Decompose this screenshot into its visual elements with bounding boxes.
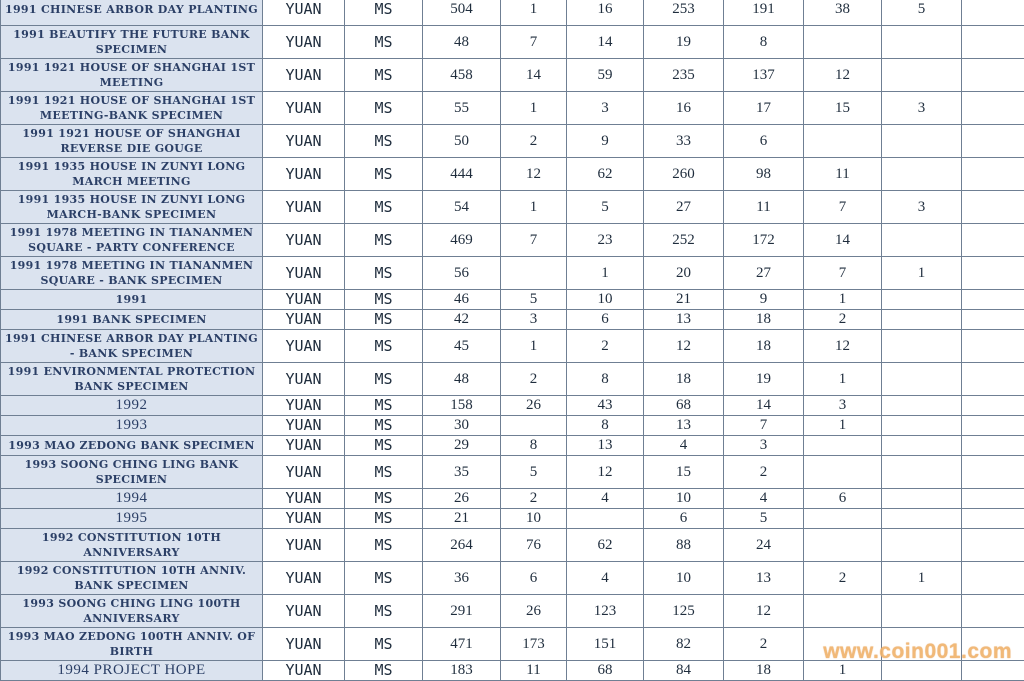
watermark-logo: www.coin001.com [823, 640, 1012, 664]
count-cell: 11 [501, 661, 567, 681]
count-cell: 21 [644, 290, 724, 310]
count-cell: 36 [423, 562, 501, 595]
count-cell: 26 [501, 595, 567, 628]
count-cell: 235 [644, 59, 724, 92]
count-cell: 18 [724, 330, 804, 363]
count-cell: 264 [423, 529, 501, 562]
count-cell [882, 310, 962, 330]
count-cell: 5 [567, 191, 644, 224]
count-cell [804, 628, 882, 661]
count-cell: 10 [644, 562, 724, 595]
empty-cell [962, 436, 1024, 456]
currency-cell: YUAN [263, 125, 345, 158]
count-cell: 172 [724, 224, 804, 257]
count-cell [882, 363, 962, 396]
table-row [1, 456, 1024, 489]
count-cell: 8 [567, 363, 644, 396]
table-row [1, 628, 1024, 661]
coin-description-cell: 1991 1921 HOUSE OF SHANGHAI 1ST MEETING-BANK SPECIMEN [1, 92, 263, 125]
currency-cell: YUAN [263, 191, 345, 224]
empty-cell [962, 509, 1024, 529]
coin-description-cell: 1991 CHINESE ARBOR DAY PLANTING [1, 0, 263, 26]
empty-cell [962, 0, 1024, 26]
count-cell: 98 [724, 158, 804, 191]
table-row [1, 224, 1024, 257]
count-cell: 59 [567, 59, 644, 92]
count-cell: 1 [501, 330, 567, 363]
count-cell: 1 [567, 257, 644, 290]
currency-cell: YUAN [263, 59, 345, 92]
count-cell: 42 [423, 310, 501, 330]
count-cell [882, 529, 962, 562]
table-row [1, 489, 1024, 509]
count-cell: 2 [724, 628, 804, 661]
count-cell [501, 416, 567, 436]
count-cell: 10 [567, 290, 644, 310]
count-cell [882, 628, 962, 661]
grade-cell: MS [345, 92, 423, 125]
count-cell [804, 26, 882, 59]
count-cell: 12 [804, 59, 882, 92]
count-cell: 123 [567, 595, 644, 628]
coin-description-cell: 1992 CONSTITUTION 10TH ANNIV. BANK SPECIMEN [1, 562, 263, 595]
grade-cell: MS [345, 330, 423, 363]
coin-description-cell: 1991 [1, 290, 263, 310]
table-row [1, 595, 1024, 628]
currency-cell: YUAN [263, 257, 345, 290]
count-cell: 1 [804, 290, 882, 310]
currency-cell: YUAN [263, 26, 345, 59]
empty-cell [962, 224, 1024, 257]
count-cell: 62 [567, 158, 644, 191]
count-cell: 19 [644, 26, 724, 59]
count-cell: 504 [423, 0, 501, 26]
count-cell: 56 [423, 257, 501, 290]
count-cell [567, 509, 644, 529]
count-cell: 18 [724, 310, 804, 330]
count-cell: 13 [644, 416, 724, 436]
count-cell: 24 [724, 529, 804, 562]
table-row [1, 257, 1024, 290]
table-row [1, 59, 1024, 92]
count-cell: 27 [644, 191, 724, 224]
grade-cell: MS [345, 396, 423, 416]
grade-cell: MS [345, 0, 423, 26]
count-cell: 125 [644, 595, 724, 628]
table-row [1, 330, 1024, 363]
coin-description-cell: 1991 CHINESE ARBOR DAY PLANTING - BANK SPECIMEN [1, 330, 263, 363]
count-cell [882, 158, 962, 191]
grade-cell: MS [345, 489, 423, 509]
currency-cell: YUAN [263, 310, 345, 330]
count-cell: 7 [724, 416, 804, 436]
count-cell: 38 [804, 0, 882, 26]
count-cell: 6 [501, 562, 567, 595]
coin-description-cell: 1992 CONSTITUTION 10TH ANNIVERSARY [1, 529, 263, 562]
count-cell: 19 [724, 363, 804, 396]
count-cell: 16 [644, 92, 724, 125]
coin-description-cell: 1993 MAO ZEDONG 100TH ANNIV. OF BIRTH [1, 628, 263, 661]
grade-cell: MS [345, 191, 423, 224]
currency-cell: YUAN [263, 363, 345, 396]
empty-cell [962, 290, 1024, 310]
count-cell: 54 [423, 191, 501, 224]
coin-description-cell: 1992 [1, 396, 263, 416]
table-row [1, 509, 1024, 529]
coin-description-cell: 1991 1921 HOUSE OF SHANGHAI 1ST MEETING [1, 59, 263, 92]
count-cell: 291 [423, 595, 501, 628]
count-cell: 12 [644, 330, 724, 363]
empty-cell [962, 529, 1024, 562]
count-cell: 20 [644, 257, 724, 290]
grade-cell: MS [345, 224, 423, 257]
table-row [1, 0, 1024, 26]
count-cell: 1 [501, 0, 567, 26]
count-cell: 3 [501, 310, 567, 330]
count-cell: 7 [501, 224, 567, 257]
count-cell: 8 [567, 416, 644, 436]
count-cell: 27 [724, 257, 804, 290]
count-cell: 14 [724, 396, 804, 416]
count-cell: 158 [423, 396, 501, 416]
count-cell: 88 [644, 529, 724, 562]
currency-cell: YUAN [263, 158, 345, 191]
count-cell: 84 [644, 661, 724, 681]
count-cell [882, 224, 962, 257]
currency-cell: YUAN [263, 456, 345, 489]
count-cell [882, 125, 962, 158]
count-cell: 4 [644, 436, 724, 456]
count-cell: 252 [644, 224, 724, 257]
count-cell: 8 [501, 436, 567, 456]
count-cell: 5 [501, 456, 567, 489]
count-cell: 3 [804, 396, 882, 416]
coin-description-cell: 1994 PROJECT HOPE [1, 661, 263, 681]
empty-cell [962, 310, 1024, 330]
count-cell [882, 489, 962, 509]
count-cell: 13 [644, 310, 724, 330]
count-cell: 5 [501, 290, 567, 310]
grade-cell: MS [345, 363, 423, 396]
currency-cell: YUAN [263, 628, 345, 661]
count-cell: 12 [567, 456, 644, 489]
count-cell: 15 [644, 456, 724, 489]
grade-cell: MS [345, 416, 423, 436]
empty-cell [962, 628, 1024, 661]
coin-description-cell: 1993 SOONG CHING LING 100TH ANNIVERSARY [1, 595, 263, 628]
count-cell [882, 456, 962, 489]
count-cell: 253 [644, 0, 724, 26]
count-cell: 2 [501, 125, 567, 158]
currency-cell: YUAN [263, 509, 345, 529]
count-cell: 9 [724, 290, 804, 310]
count-cell: 2 [804, 562, 882, 595]
count-cell: 12 [724, 595, 804, 628]
count-cell: 43 [567, 396, 644, 416]
count-cell: 1 [804, 363, 882, 396]
grade-cell: MS [345, 562, 423, 595]
count-cell: 14 [567, 26, 644, 59]
count-cell: 2 [501, 363, 567, 396]
count-cell: 55 [423, 92, 501, 125]
coin-description-cell: 1991 1978 MEETING IN TIANANMEN SQUARE - PARTY CONFERENCE [1, 224, 263, 257]
count-cell: 6 [644, 509, 724, 529]
count-cell: 6 [804, 489, 882, 509]
grade-cell: MS [345, 661, 423, 681]
count-cell [882, 436, 962, 456]
table-row [1, 363, 1024, 396]
count-cell [804, 456, 882, 489]
count-cell: 4 [567, 489, 644, 509]
grade-cell: MS [345, 59, 423, 92]
count-cell: 458 [423, 59, 501, 92]
count-cell: 471 [423, 628, 501, 661]
count-cell: 2 [501, 489, 567, 509]
count-cell: 48 [423, 363, 501, 396]
count-cell [882, 59, 962, 92]
count-cell: 68 [567, 661, 644, 681]
grade-cell: MS [345, 26, 423, 59]
currency-cell: YUAN [263, 92, 345, 125]
count-cell: 26 [423, 489, 501, 509]
count-cell: 260 [644, 158, 724, 191]
table-row [1, 310, 1024, 330]
count-cell: 9 [567, 125, 644, 158]
coin-description-cell: 1994 [1, 489, 263, 509]
count-cell [882, 330, 962, 363]
count-cell: 1 [501, 92, 567, 125]
empty-cell [962, 595, 1024, 628]
count-cell: 23 [567, 224, 644, 257]
count-cell: 12 [501, 158, 567, 191]
coin-description-cell: 1993 MAO ZEDONG BANK SPECIMEN [1, 436, 263, 456]
empty-cell [962, 257, 1024, 290]
count-cell: 10 [644, 489, 724, 509]
count-cell: 14 [804, 224, 882, 257]
table-row [1, 26, 1024, 59]
currency-cell: YUAN [263, 489, 345, 509]
grade-cell: MS [345, 595, 423, 628]
count-cell: 48 [423, 26, 501, 59]
count-cell: 12 [804, 330, 882, 363]
grade-cell: MS [345, 310, 423, 330]
table-row [1, 158, 1024, 191]
grade-cell: MS [345, 290, 423, 310]
count-cell: 1 [501, 191, 567, 224]
count-cell: 6 [724, 125, 804, 158]
table-row [1, 191, 1024, 224]
count-cell: 151 [567, 628, 644, 661]
empty-cell [962, 125, 1024, 158]
grade-cell: MS [345, 436, 423, 456]
count-cell: 191 [724, 0, 804, 26]
count-cell: 3 [724, 436, 804, 456]
currency-cell: YUAN [263, 661, 345, 681]
empty-cell [962, 59, 1024, 92]
count-cell: 1 [882, 562, 962, 595]
count-cell: 8 [724, 26, 804, 59]
coin-description-cell: 1995 [1, 509, 263, 529]
count-cell: 6 [567, 310, 644, 330]
empty-cell [962, 396, 1024, 416]
count-cell: 18 [644, 363, 724, 396]
count-cell: 17 [724, 92, 804, 125]
count-cell [882, 416, 962, 436]
count-cell: 7 [804, 191, 882, 224]
currency-cell: YUAN [263, 436, 345, 456]
count-cell [882, 661, 962, 681]
count-cell: 4 [724, 489, 804, 509]
count-cell [804, 125, 882, 158]
coin-description-cell: 1993 [1, 416, 263, 436]
count-cell: 183 [423, 661, 501, 681]
count-cell [804, 595, 882, 628]
count-cell: 2 [567, 330, 644, 363]
count-cell: 469 [423, 224, 501, 257]
count-cell: 1 [804, 416, 882, 436]
coin-description-cell: 1991 BANK SPECIMEN [1, 310, 263, 330]
coin-description-cell: 1991 1935 HOUSE IN ZUNYI LONG MARCH MEETING [1, 158, 263, 191]
count-cell [882, 26, 962, 59]
coin-description-cell: 1991 BEAUTIFY THE FUTURE BANK SPECIMEN [1, 26, 263, 59]
table-row [1, 436, 1024, 456]
count-cell: 14 [501, 59, 567, 92]
count-cell: 4 [567, 562, 644, 595]
count-cell: 15 [804, 92, 882, 125]
empty-cell [962, 562, 1024, 595]
coin-description-cell: 1993 SOONG CHING LING BANK SPECIMEN [1, 456, 263, 489]
count-cell: 444 [423, 158, 501, 191]
table-row [1, 396, 1024, 416]
currency-cell: YUAN [263, 562, 345, 595]
count-cell: 3 [882, 92, 962, 125]
coin-description-cell: 1991 1921 HOUSE OF SHANGHAI REVERSE DIE GOUGE [1, 125, 263, 158]
count-cell [804, 529, 882, 562]
count-cell [882, 509, 962, 529]
count-cell: 2 [724, 456, 804, 489]
count-cell: 1 [882, 257, 962, 290]
count-cell: 30 [423, 416, 501, 436]
count-cell: 137 [724, 59, 804, 92]
count-cell: 26 [501, 396, 567, 416]
count-cell: 45 [423, 330, 501, 363]
count-cell: 3 [567, 92, 644, 125]
count-cell: 3 [882, 191, 962, 224]
table-row [1, 92, 1024, 125]
empty-cell [962, 661, 1024, 681]
count-cell: 1 [804, 661, 882, 681]
count-cell: 33 [644, 125, 724, 158]
count-cell: 2 [804, 310, 882, 330]
count-cell: 18 [724, 661, 804, 681]
currency-cell: YUAN [263, 224, 345, 257]
table-row [1, 661, 1024, 681]
count-cell [501, 257, 567, 290]
grade-cell: MS [345, 158, 423, 191]
count-cell: 50 [423, 125, 501, 158]
grade-cell: MS [345, 628, 423, 661]
count-cell [882, 290, 962, 310]
count-cell: 16 [567, 0, 644, 26]
count-cell: 7 [804, 257, 882, 290]
count-cell: 46 [423, 290, 501, 310]
count-cell: 5 [882, 0, 962, 26]
count-cell: 62 [567, 529, 644, 562]
empty-cell [962, 26, 1024, 59]
currency-cell: YUAN [263, 529, 345, 562]
count-cell [882, 396, 962, 416]
coin-description-cell: 1991 1978 MEETING IN TIANANMEN SQUARE - BANK SPECIMEN [1, 257, 263, 290]
count-cell: 13 [724, 562, 804, 595]
count-cell: 11 [724, 191, 804, 224]
grade-cell: MS [345, 456, 423, 489]
count-cell [804, 436, 882, 456]
table-row [1, 290, 1024, 310]
empty-cell [962, 489, 1024, 509]
count-cell [804, 509, 882, 529]
grade-cell: MS [345, 125, 423, 158]
coin-description-cell: 1991 1935 HOUSE IN ZUNYI LONG MARCH-BANK SPECIMEN [1, 191, 263, 224]
empty-cell [962, 330, 1024, 363]
count-cell: 10 [501, 509, 567, 529]
currency-cell: YUAN [263, 416, 345, 436]
count-cell: 11 [804, 158, 882, 191]
table-row [1, 529, 1024, 562]
currency-cell: YUAN [263, 595, 345, 628]
currency-cell: YUAN [263, 396, 345, 416]
count-cell: 13 [567, 436, 644, 456]
count-cell: 7 [501, 26, 567, 59]
currency-cell: YUAN [263, 330, 345, 363]
count-cell: 29 [423, 436, 501, 456]
empty-cell [962, 363, 1024, 396]
empty-cell [962, 416, 1024, 436]
count-cell: 76 [501, 529, 567, 562]
empty-cell [962, 456, 1024, 489]
grade-cell: MS [345, 509, 423, 529]
empty-cell [962, 92, 1024, 125]
count-cell: 82 [644, 628, 724, 661]
grade-cell: MS [345, 257, 423, 290]
grade-cell: MS [345, 529, 423, 562]
count-cell [882, 595, 962, 628]
table-row [1, 416, 1024, 436]
count-cell: 21 [423, 509, 501, 529]
currency-cell: YUAN [263, 290, 345, 310]
empty-cell [962, 158, 1024, 191]
empty-cell [962, 191, 1024, 224]
currency-cell: YUAN [263, 0, 345, 26]
coin-description-cell: 1991 ENVIRONMENTAL PROTECTION BANK SPECIMEN [1, 363, 263, 396]
count-cell: 5 [724, 509, 804, 529]
count-cell: 68 [644, 396, 724, 416]
count-cell: 35 [423, 456, 501, 489]
table-row [1, 562, 1024, 595]
table-row [1, 125, 1024, 158]
count-cell: 173 [501, 628, 567, 661]
